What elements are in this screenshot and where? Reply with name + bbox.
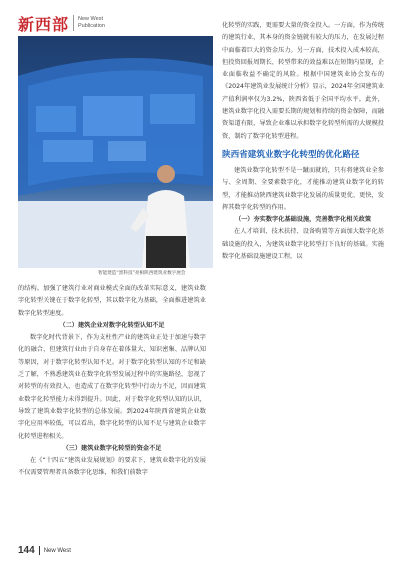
paragraph: 在人才培训、技术扶持、设备购置等方面加大数字化基础设施的投入，为建筑业数字化转型打下良好的基础。实施数字化基础设施建设工程，以 — [222, 228, 384, 261]
footer-divider — [39, 546, 40, 555]
article-photo — [18, 36, 213, 268]
paragraph: 在《“十四五”建筑业发展规划》的要求下，建筑业数字化的发展不仅需要管理者具备数字化思维，和我们前数字 — [18, 457, 206, 477]
paragraph: 数字化时代背景下，作为支柱性产业的建筑业正处于加速与数字化的融合，但建筑行业由于自身存在着体量大、知识密集、品牌认知等原因，对于数字化转型认知不足。对于数字化转型认知的不足和缺乏了解，不熟悉建筑业在数字化转型发展过程中的实施路径，忽视了对转型的有效投入，也造成了在数字化转型中行动力不足，因而建筑业数字化转型能力未得到提升。因此，对于数字化转型认知的认识，导致了建筑业数字化转型的总体发展。到2024年陕西省建筑企业数字化应用率较低，可以看出，数字化转型的认知不足与建筑企业数字化转型进程相关。 — [18, 334, 206, 440]
magazine-logo: 新西部 — [18, 14, 70, 34]
logo-english-sub: Publication — [78, 23, 105, 29]
logo-english-block — [78, 16, 105, 30]
photo-caption: 智能建造“黑科技”亮相陕西建筑业数字展会 — [98, 271, 186, 276]
paragraph: 的结构。加强了建筑行业对商业模式全面的改革实际意义，建筑业数字化转型关键在于数字化转型，其以数字化为基础，全面推进建筑业数字化转型速度。 — [18, 285, 206, 317]
page-number: 144 — [18, 545, 35, 556]
subheading: （一）夯实数字化基础设施，完善数字化相关政策 — [234, 216, 372, 224]
magazine-masthead — [18, 12, 105, 34]
paragraph: 化转型的实践，更需要大量的资金投入。一方面，作为传统的建筑行业，其本身的资金链就有较大的压力，在发展过程中面临着巨大的资金压力。另一方面，技术投入成本较高，但投资回报周期长，转型带来的效益难以在短期内显现，企业面临收益不确定的风险。根据中国建筑业协会发布的《2024年建筑业发展统计分析》显示，2024年全国建筑业产值利润率仅为3.2%，陕西省低于全国平均水平。此外，建筑业数字化投入需要长期的规划和持续的资金保障，而融资渠道有限，导致企业难以承担数字化转型所需的大规模投资，制约了数字化转型进程。 — [222, 22, 384, 140]
page-footer — [18, 545, 71, 556]
logo-divider — [73, 15, 74, 31]
left-column — [18, 283, 206, 480]
subheading: （二）建筑企业对数字化转型认知不足 — [59, 321, 165, 329]
paragraph: 建筑业数字化转型不是一蹴而就的，只有将建筑业全参与、全周期、全要素数字化，才能推动建筑业数字化的转型，才能推动陕西建筑业数字化发展的质量更优、更快，发挥其数字化转型的作用。 — [222, 166, 384, 211]
subheading: （三）建筑业数字化转型的资金不足 — [62, 444, 162, 452]
section-heading: 陕西省建筑业数字化转型的优化路径 — [222, 149, 360, 160]
footer-magazine-name: New West — [43, 547, 71, 554]
logo-english: New West — [78, 16, 103, 22]
right-column — [222, 20, 384, 263]
